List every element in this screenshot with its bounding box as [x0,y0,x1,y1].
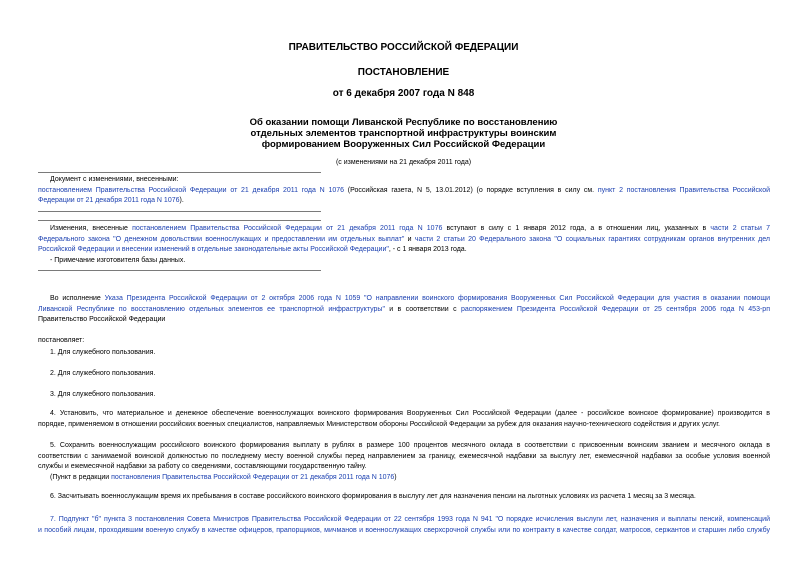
federal-law-article-link-cont[interactable]: Российской Федерации и внесении изменений в отдельные законодательные акты Российской Федерации" [38,246,389,253]
changes-text: Изменения, внесенные [50,225,133,232]
item-1: 1. Для служебного пользования. [50,349,156,356]
changes-text: , - с 1 января 2013 года. [388,246,467,253]
amending-resolution-link[interactable]: постановления Правительства Российской Федерации от 21 декабря 2011 года N 1076 [111,473,395,481]
item-6: 6. Засчитывать военнослужащим время их пребывания в составе российского воинского формирования в выслугу лет для назначения пенсии на льготных условиях из расчета 1 месяц за 3 месяца. [50,493,696,500]
item-7 [38,515,770,536]
amended-by-note [38,175,770,207]
item-5-line: 5. Сохранить военнослужащим российского воинского формирования выплату в рублях в размере 100 процентов месячного оклада в соответствии с присвоенным воинским званием и месячного оклада в [50,442,770,449]
document-type: ПОСТАНОВЛЕНИЕ [357,67,450,78]
item-4 [38,409,770,430]
preamble [38,294,770,326]
item-4-line: 4. Установить, что материальное и денежное обеспечение военнослужащих воинского формирования Вооруженных Сил Российской Федерации (далее - российское воинское формирование) производится в [50,410,770,417]
federal-law-link[interactable]: Федерального закона "О денежном довольствии военнослужащих и предоставлении им отдельных выплат" [38,235,405,243]
separator-rule [38,172,321,173]
item-5-line: службы и ежемесячной надбавки за работу со сведениями, составляющими государственную тайну. [38,463,367,470]
preamble-text: Во исполнение [50,295,105,302]
separator-rule [38,270,321,271]
compiler-note: - Примечание изготовителя базы данных. [50,256,186,264]
item-7-link-line[interactable]: и пособий лицам, проходившим военную службу в качестве офицеров, прапорщиков, мичманов и военнослужащих сверхсрочной службы или по контракту в качестве солдат, матросов, сержантов и старшин либо службу [38,526,770,534]
item-5-edit-text: ) [394,473,397,481]
changes-text: вступают в силу с 1 января 2012 года, а в отношении лиц, указанных в [442,225,711,232]
federal-law-article-link[interactable]: части 2 статьи 20 Федерального закона "О социальных гарантиях сотрудникам органов внутренних дел [414,235,770,243]
document-title-line-3: формированием Вооруженных Сил Российской Федерации [261,139,546,150]
item-3: 3. Для служебного пользования. [50,391,156,398]
document-title-line-2: отдельных элементов транспортной инфраструктуры воинским [250,128,557,139]
item-5-edit-text: (Пункт в редакции [50,473,112,481]
item-5-line: соответствии с занимаемой воинской должностью по последнему месту военной службы перед направлением за границу, ежемесячной надбавки за выслугу лет, ежемесячной надбавки за особые условия военной [38,452,770,460]
presidential-decree-link-cont[interactable]: Ливанской Республике по восстановлению отдельных элементов ее транспортной инфраструктуры" [38,305,385,313]
document-title-line-1: Об оказании помощи Ливанской Республике по восстановлению [249,117,558,128]
presidential-order-link[interactable]: распоряжением Президента Российской Федерации от 25 сентября 2006 года N 453-рп [460,305,770,313]
item-4-line: порядке, применяемом в отношении российских военных специалистов, направляемых Министерством обороны Российской Федерации за рубеж для оказания научно-технического содействия и других услуг. [38,420,720,428]
entry-into-force-link-cont[interactable]: Федерации от 21 декабря 2011 года N 1076 [38,197,180,204]
government-heading: ПРАВИТЕЛЬСТВО РОССИЙСКОЙ ФЕДЕРАЦИИ [288,42,519,53]
law-article-link[interactable]: части 2 статьи 7 [710,225,770,232]
item-2: 2. Для служебного пользования. [50,370,156,377]
separator-rule [38,220,321,221]
changes-text: и [404,235,415,243]
changes-effective-note [38,224,770,266]
document-date-number: от 6 декабря 2007 года N 848 [332,88,475,99]
decides-label: постановляет: [38,337,85,344]
changes-note: (с изменениями на 21 декабря 2011 года) [335,159,472,166]
item-5 [38,441,770,483]
presidential-decree-link[interactable]: Указа Президента Российской Федерации от 2 октября 2006 года N 1059 "О направлении воинского формирования Вооруженных Сил Российской Федерации для участия в оказании помощи [104,295,770,302]
amending-resolution-link[interactable]: постановлением Правительства Российской Федерации от 21 декабря 2011 года N 1076 [38,186,345,194]
amended-by-label: Документ с изменениями, внесенными: [50,176,179,183]
preamble-government: Правительство Российской Федерации [38,316,166,323]
preamble-text: и в соответствии с [384,305,461,313]
amending-resolution-link[interactable]: постановлением Правительства Российской Федерации от 21 декабря 2011 года N 1076 [132,225,443,232]
item-7-link-line[interactable]: 7. Подпункт "б" пункта 3 постановления Совета Министров Правительства Российской Федерации от 22 сентября 1993 года N 941 "О порядке исчисления выслуги лет, назначения и выплаты пенсий, компенсаций [50,516,770,523]
entry-into-force-link[interactable]: пункт 2 постановления Правительства Российской [597,186,770,194]
separator-rule [38,211,321,212]
amended-by-text: (Российская газета, N 5, 13.01.2012) (о порядке вступления в силу см. [344,186,598,194]
amended-by-text-end: ). [179,197,184,204]
